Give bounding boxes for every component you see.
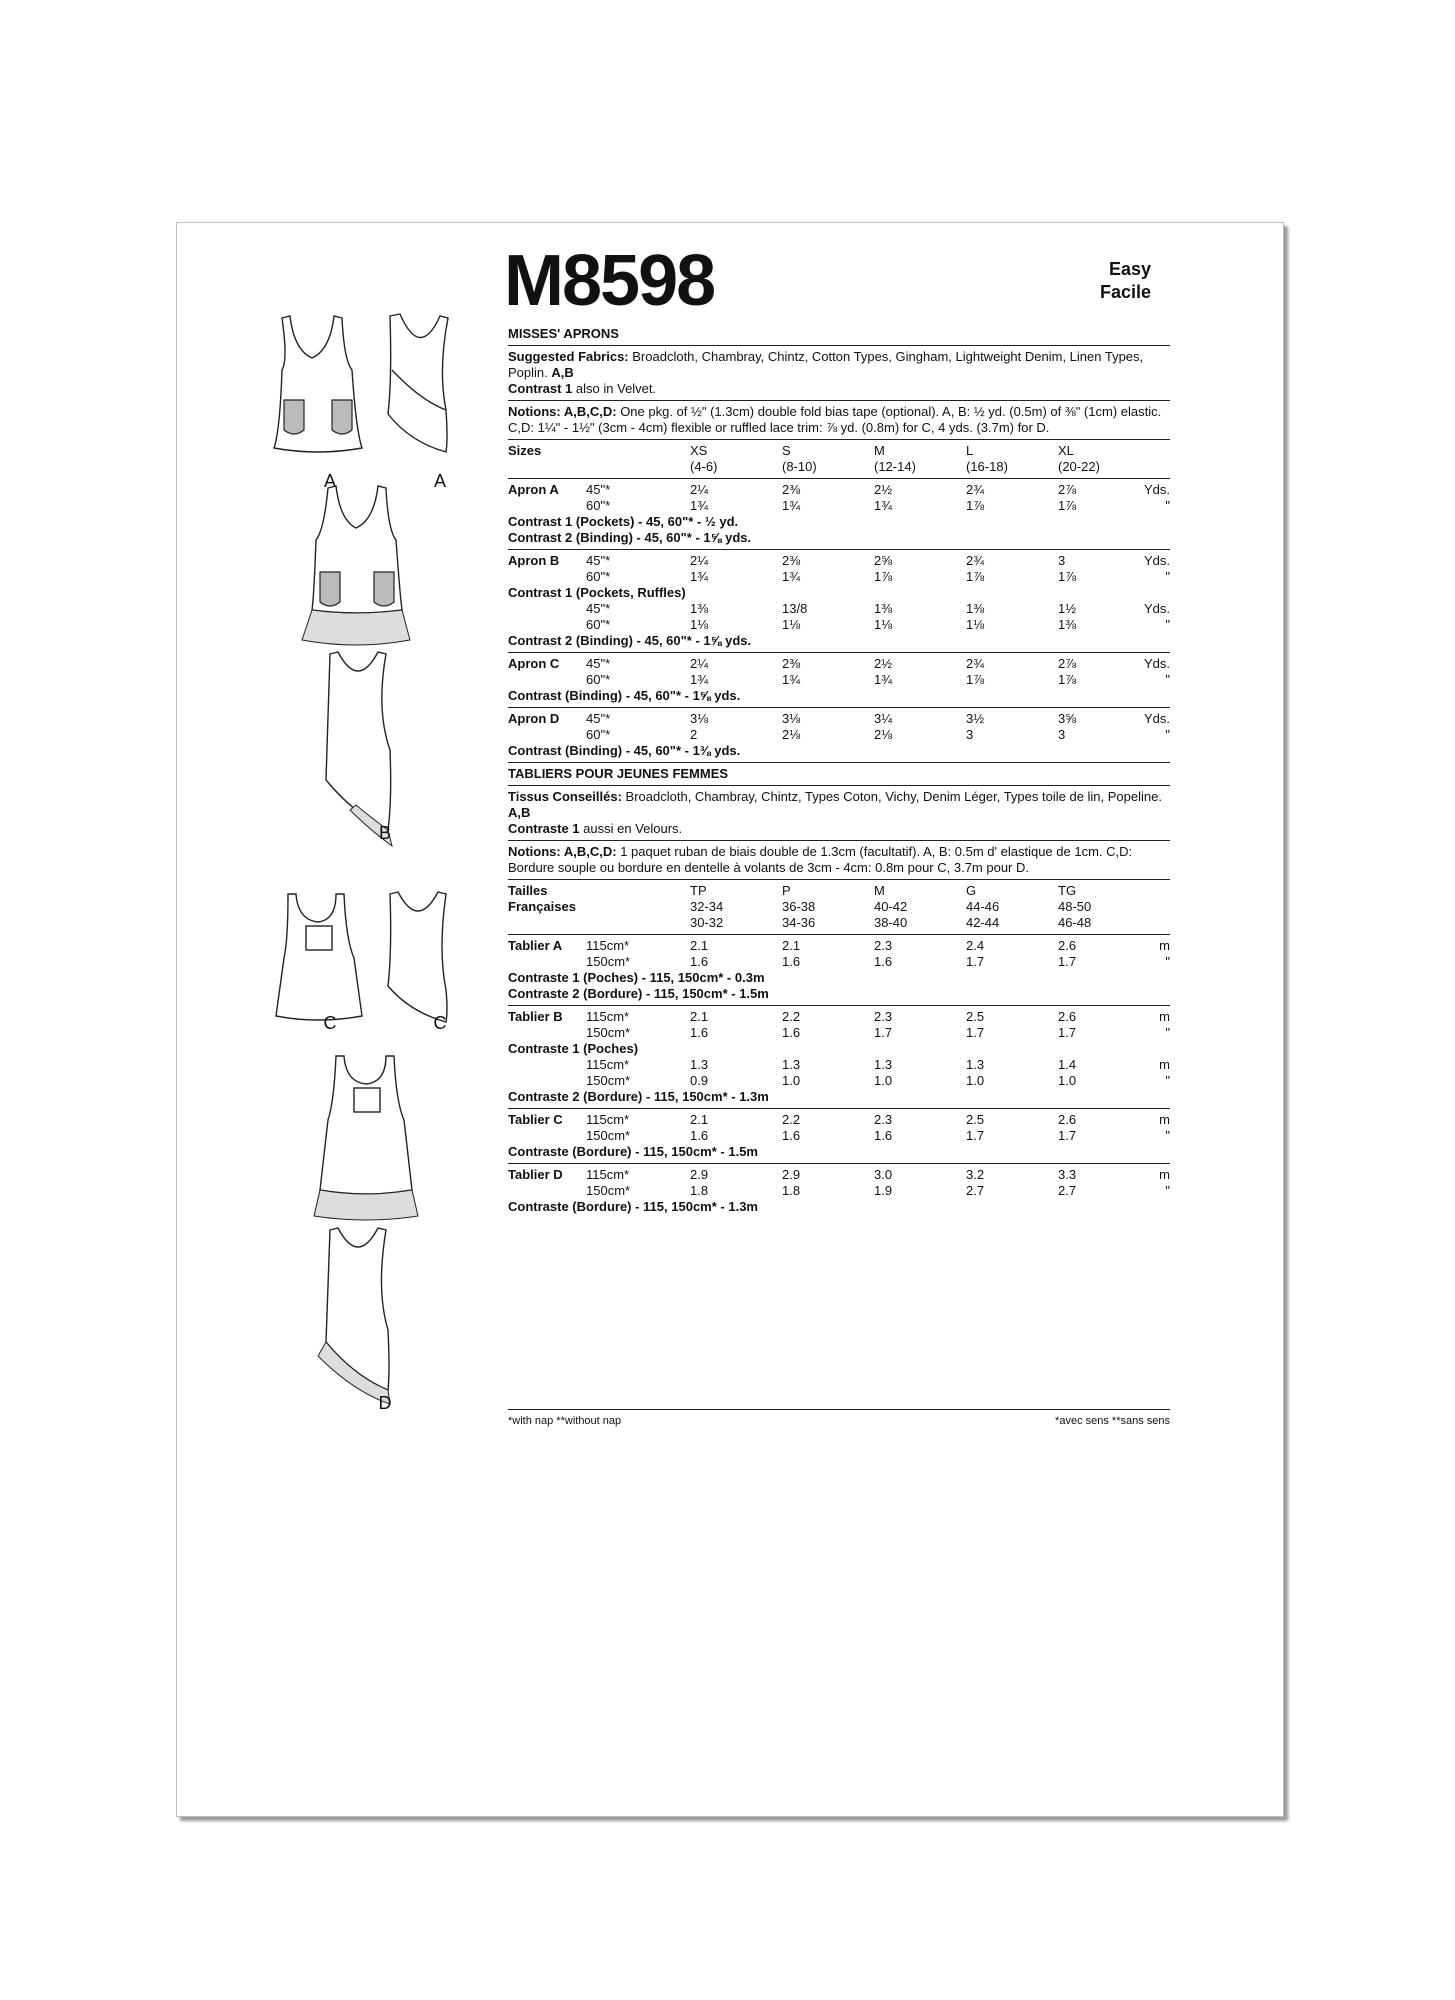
yardage-content xyxy=(508,326,1170,1215)
apron-d-front-sketch xyxy=(314,1056,418,1220)
footnote-en: *with nap **without nap xyxy=(508,1415,622,1427)
table-row: Apron C 45"* 2¼ 2⅜ 2½ 2¾ 2⅞ Yds. xyxy=(508,656,1170,671)
figure-label: C xyxy=(433,1013,447,1033)
table-row: 60"* 1¾ 1¾ 1¾ 1⅞ 1⅞ " xyxy=(586,498,1170,513)
contrast-line: Contraste 1 (Poches) xyxy=(508,1041,639,1056)
pattern-number: M8598 xyxy=(504,241,715,321)
contrast-line: Contrast 2 (Binding) - 45, 60"* - 1⅝ yds. xyxy=(508,530,752,545)
contrast-line: Contrast 1 (Pockets, Ruffles) xyxy=(508,585,686,600)
table-row: 150cm* 0.9 1.0 1.0 1.0 1.0 " xyxy=(586,1073,1170,1088)
apron-a-front-sketch xyxy=(274,316,362,452)
table-row: Apron A 45"* 2¼ 2⅜ 2½ 2¾ 2⅞ Yds. xyxy=(508,482,1170,497)
table-row: 60"* 1¾ 1¾ 1¾ 1⅞ 1⅞ " xyxy=(586,672,1170,687)
tissus-conseilles: Tissus Conseillés: Broadcloth, Chambray, Chintz, Types Coton, Vichy, Denim Léger, Types toile de lin, Popeline. A,B Contraste 1 aussi en Velours. xyxy=(508,789,1162,836)
footnote-fr: *avec sens **sans sens xyxy=(1055,1415,1170,1427)
tailles-r2: 30-32 34-36 38-40 42-44 46-48 xyxy=(690,915,1092,930)
contrast-line: Contraste (Bordure) - 115, 150cm* - 1.5m xyxy=(508,1144,758,1159)
table-row: 150cm* 1.6 1.6 1.6 1.7 1.7 " xyxy=(586,1128,1170,1143)
sizes-ranges: (4-6) (8-10) (12-14) (16-18) (20-22) xyxy=(690,459,1100,474)
difficulty-level xyxy=(1100,258,1151,304)
contrast-line: Contraste 2 (Bordure) - 115, 150cm* - 1.3m xyxy=(508,1089,769,1104)
tailles-header: Tailles TP P M G TG xyxy=(508,883,1077,898)
contrast-line: Contrast (Binding) - 45, 60"* - 1⅜ yds. xyxy=(508,743,741,758)
contrast-line: Contraste 2 (Bordure) - 115, 150cm* - 1.5m xyxy=(508,986,769,1001)
contrast-line: Contraste (Bordure) - 115, 150cm* - 1.3m xyxy=(508,1199,758,1214)
footer-rule xyxy=(508,1409,1170,1410)
table-row: 60"* 2 2⅛ 2⅛ 3 3 " xyxy=(586,727,1170,742)
table-row: 60"* 1¾ 1¾ 1⅞ 1⅞ 1⅞ " xyxy=(586,569,1170,584)
figure-label: A xyxy=(433,471,446,491)
table-row: 45"* 1⅜ 13/8 1⅜ 1⅜ 1½ Yds. xyxy=(586,601,1170,616)
difficulty-fr: Facile xyxy=(1100,282,1152,302)
table-row: Tablier B 115cm* 2.1 2.2 2.3 2.5 2.6 m xyxy=(508,1009,1170,1024)
contrast-line: Contrast (Binding) - 45, 60"* - 1⅝ yds. xyxy=(508,688,741,703)
contrast-line: Contrast 1 (Pockets) - 45, 60"* - ½ yd. xyxy=(508,514,739,529)
table-row: 60"* 1⅛ 1⅛ 1⅛ 1⅛ 1⅜ " xyxy=(586,617,1170,632)
figure-label: C xyxy=(323,1013,337,1033)
suggested-fabrics: Suggested Fabrics: Broadcloth, Chambray, Chintz, Cotton Types, Gingham, Lightweight Denim, Linen Types, Poplin. A,B Contrast 1 also in Velvet. xyxy=(508,349,1144,396)
tailles-r1: Françaises 32-34 36-38 40-42 44-46 48-50 xyxy=(508,899,1092,914)
apron-c-back-sketch xyxy=(388,892,447,1022)
apron-b-front-sketch xyxy=(302,486,410,645)
mercerie: Notions: A,B,C,D: 1 paquet ruban de biais double de 1.3cm (facultatif). A, B: 0.5m d' elastique de 1cm. C,D: Bordure souple ou bordure en dentelle à volants de 3cm - 4cm: 0.8m pour C, 3.7m pour D. xyxy=(508,844,1133,875)
notions: Notions: A,B,C,D: One pkg. of ½" (1.3cm) double fold bias tape (optional). A, B: ½ yd. (0.5m) of ⅜" (1cm) elastic. C,D: 1¼" - 1½" (3cm - 4cm) flexible or ruffled lace trim: ⅞ yd. (0.8m) for C, 4 yds. (3.7m) for D. xyxy=(508,404,1162,435)
contrast-line: Contraste 1 (Poches) - 115, 150cm* - 0.3m xyxy=(508,970,765,985)
apron-a-back-sketch xyxy=(388,314,448,452)
table-row: 150cm* 1.6 1.6 1.7 1.7 1.7 " xyxy=(586,1025,1170,1040)
apron-b-back-sketch xyxy=(326,652,392,846)
table-row: 115cm* 1.3 1.3 1.3 1.3 1.4 m xyxy=(586,1057,1170,1072)
table-row: Apron D 45"* 3⅛ 3⅛ 3¼ 3½ 3⅝ Yds. xyxy=(508,711,1170,726)
figure-label: D xyxy=(378,1393,392,1413)
difficulty-en: Easy xyxy=(1108,259,1152,279)
french-title: TABLIERS POUR JEUNES FEMMES xyxy=(508,766,729,781)
apron-c-front-sketch xyxy=(276,894,362,1020)
table-row: 150cm* 1.8 1.8 1.9 2.7 2.7 " xyxy=(586,1183,1170,1198)
table-row: Apron B 45"* 2¼ 2⅜ 2⅝ 2¾ 3 Yds. xyxy=(508,553,1170,568)
table-row: Tablier A 115cm* 2.1 2.1 2.3 2.4 2.6 m xyxy=(508,938,1170,953)
table-row: Tablier C 115cm* 2.1 2.2 2.3 2.5 2.6 m xyxy=(508,1112,1170,1127)
table-row: 150cm* 1.6 1.6 1.6 1.7 1.7 " xyxy=(586,954,1170,969)
english-title: MISSES' APRONS xyxy=(508,326,619,341)
contrast-line: Contrast 2 (Binding) - 45, 60"* - 1⅝ yds. xyxy=(508,633,752,648)
apron-d-back-sketch xyxy=(318,1228,390,1404)
figure-label: A xyxy=(323,471,336,491)
sizes-header: Sizes XS S M L XL xyxy=(508,443,1074,458)
table-row: Tablier D 115cm* 2.9 2.9 3.0 3.2 3.3 m xyxy=(508,1167,1170,1182)
figure-label: B xyxy=(378,823,391,843)
